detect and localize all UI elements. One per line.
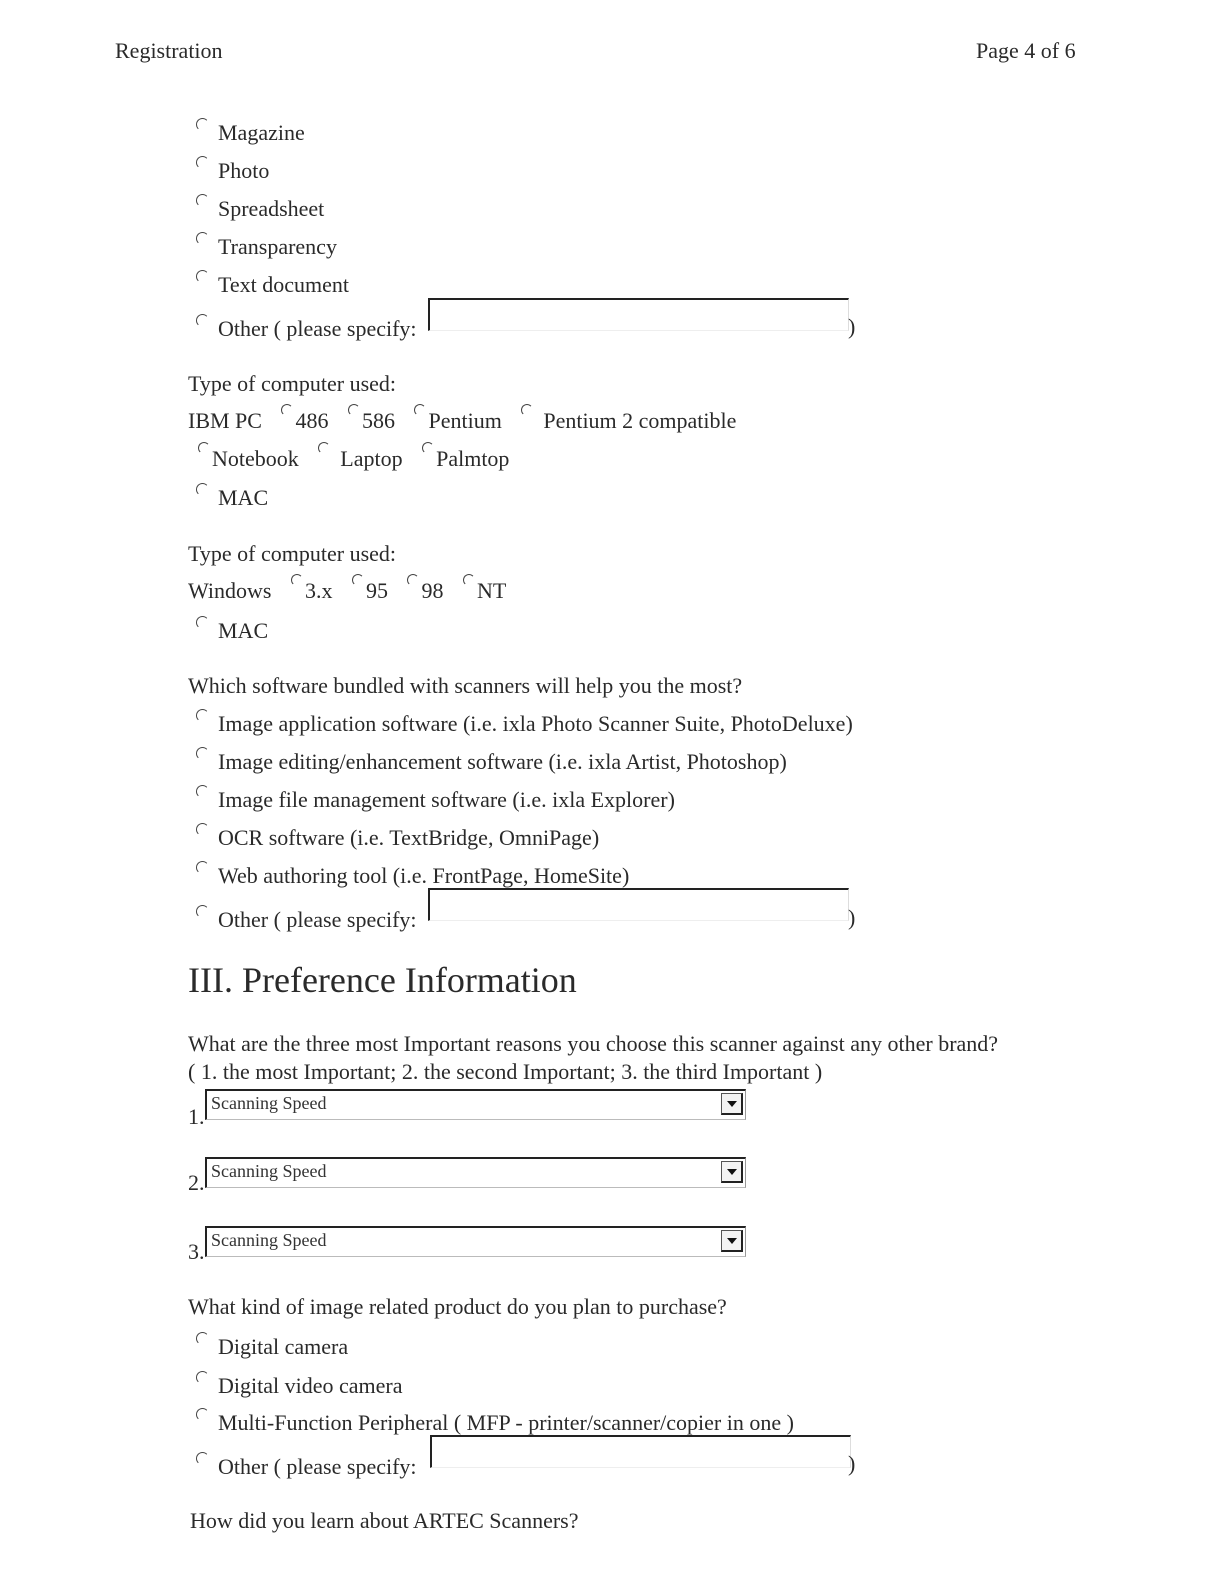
radio-win98[interactable] [405,574,421,586]
radio-icon[interactable] [196,194,208,206]
radio-label: Image file management software (i.e. ixla Explorer) [218,787,675,812]
radio-pentium2-label: Pentium 2 compatible [543,408,737,433]
radio-win95[interactable] [350,574,366,586]
radio-icon[interactable] [196,1332,208,1344]
radio-icon[interactable] [196,1452,208,1464]
select-value: Scanning Speed [211,1093,327,1113]
software-question: Which software bundled with scanners will help you the most? [188,673,743,698]
radio-icon[interactable] [196,785,208,797]
radio-label: Spreadsheet [218,196,325,221]
radio-label: OCR software (i.e. TextBridge, OmniPage) [218,825,600,850]
radio-icon[interactable] [196,747,208,759]
computer-ibm-row [188,408,736,434]
doc-other-input[interactable] [428,298,849,331]
radio-winnt-label: NT [476,578,507,603]
radio-label: Image application software (i.e. ixla Photo Scanner Suite, PhotoDeluxe) [218,711,853,736]
purchase-question: What kind of image related product do you plan to purchase? [188,1294,727,1319]
radio-586[interactable] [346,404,362,416]
windows-label: Windows [188,578,272,603]
ibm-label: IBM PC [188,408,262,433]
radio-notebook-label: Notebook [212,446,299,471]
close-paren: ) [848,314,856,339]
radio-icon[interactable] [196,232,208,244]
radio-pentium2[interactable] [519,404,535,416]
radio-palmtop[interactable] [420,442,436,454]
radio-label: Text document [218,272,350,297]
computer-mobile-row [196,446,509,472]
reasons-hint: ( 1. the most Important; 2. the second Important; 3. the third Important ) [188,1059,823,1084]
reasons-question: What are the three most Important reasons you choose this scanner against any other brand? [188,1031,999,1056]
radio-palmtop-label: Palmtop [436,446,510,471]
computer-question: Type of computer used: [188,371,397,396]
dropdown-arrow-icon[interactable] [721,1161,743,1183]
software-other-input[interactable] [428,888,849,921]
dropdown-arrow-icon[interactable] [721,1230,743,1252]
radio-laptop[interactable] [316,442,332,454]
select-value: Scanning Speed [211,1230,327,1250]
radio-icon[interactable] [196,1371,208,1383]
radio-icon[interactable] [196,1408,208,1420]
reason-number: 3. [188,1239,205,1264]
radio-486-label: 486 [295,408,329,433]
os-question: Type of computer used: [188,541,397,566]
close-paren: ) [848,1451,856,1476]
radio-icon[interactable] [196,709,208,721]
radio-icon[interactable] [196,156,208,168]
radio-laptop-label: Laptop [340,446,403,471]
radio-label: Photo [218,158,270,183]
reason-select-1[interactable] [205,1089,746,1120]
radio-icon[interactable] [196,270,208,282]
radio-icon[interactable] [196,905,208,917]
header-title: Registration [115,38,223,63]
radio-label: Image editing/enhancement software (i.e. ixla Artist, Photoshop) [218,749,787,774]
radio-icon[interactable] [196,118,208,130]
close-paren: ) [848,905,856,930]
radio-icon[interactable] [196,861,208,873]
radio-label: Other ( please specify: [218,316,417,341]
radio-label: Digital camera [218,1334,349,1359]
dropdown-arrow-icon[interactable] [721,1093,743,1115]
select-value: Scanning Speed [211,1161,327,1181]
radio-label: Magazine [218,120,305,145]
radio-icon[interactable] [196,616,208,628]
page-number: Page 4 of 6 [976,38,1076,63]
radio-label: Other ( please specify: [218,1454,417,1479]
radio-notebook[interactable] [196,442,212,454]
radio-label: Other ( please specify: [218,907,417,932]
reason-number: 1. [188,1104,205,1129]
radio-label: Transparency [218,234,337,259]
radio-icon[interactable] [196,823,208,835]
radio-winnt[interactable] [461,574,477,586]
section-heading: III. Preference Information [188,960,577,1000]
radio-label: MAC [218,485,269,510]
learn-question: How did you learn about ARTEC Scanners? [190,1508,579,1533]
reason-select-3[interactable] [205,1226,746,1257]
radio-label: MAC [218,618,269,643]
os-windows-row [188,578,506,604]
radio-label: Web authoring tool (i.e. FrontPage, HomeSite) [218,863,630,888]
radio-win98-label: 98 [421,578,444,603]
radio-label: Digital video camera [218,1373,403,1398]
radio-586-label: 586 [361,408,395,433]
reason-select-2[interactable] [205,1157,746,1188]
radio-win95-label: 95 [365,578,388,603]
radio-486[interactable] [279,404,295,416]
radio-icon[interactable] [196,483,208,495]
reason-number: 2. [188,1170,205,1195]
purchase-other-input[interactable] [430,1435,851,1468]
radio-win3x[interactable] [289,574,305,586]
radio-pentium[interactable] [412,404,428,416]
radio-icon[interactable] [196,314,208,326]
radio-label: Multi-Function Peripheral ( MFP - printer/scanner/copier in one ) [218,1410,794,1435]
radio-win3x-label: 3.x [304,578,333,603]
radio-pentium-label: Pentium [428,408,502,433]
